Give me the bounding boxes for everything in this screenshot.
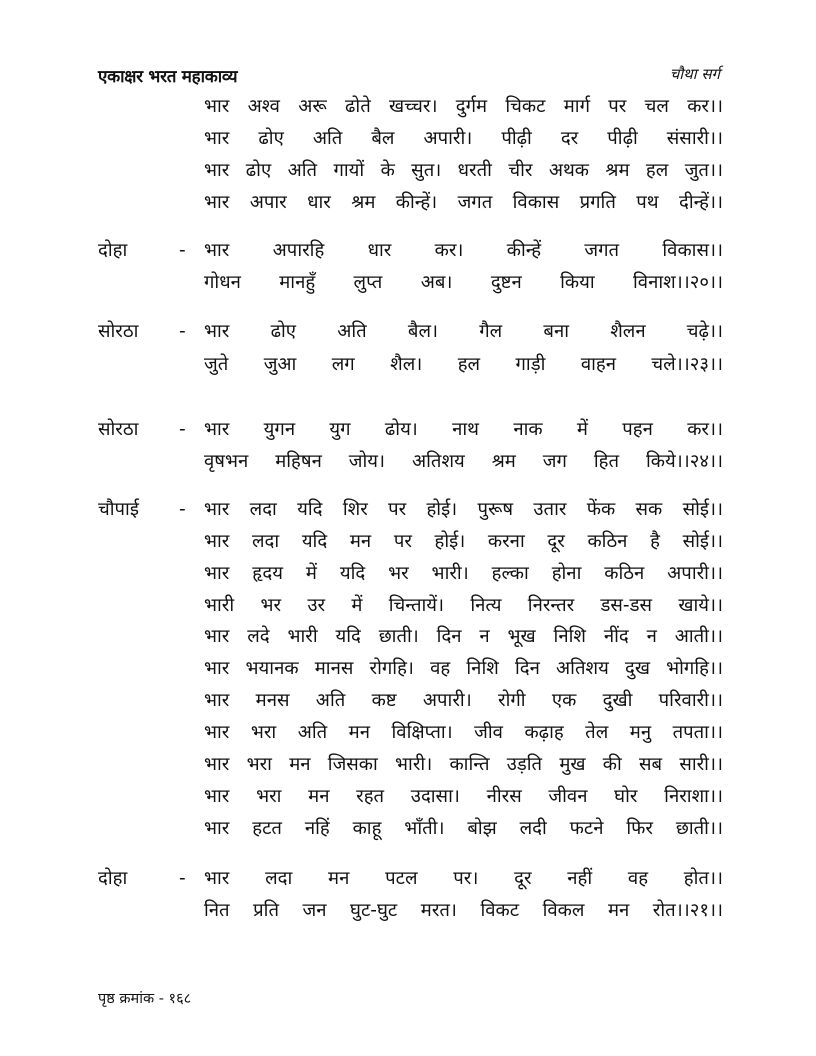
verse-line: भार लदा मन पटल पर। दूर नहीं वह होत।।: [204, 868, 723, 889]
verse-line: भार भयानक मानस रोगहि। वह निशि दिन अतिशय दुख भोगहि।।: [204, 658, 723, 679]
verse-line: भार भरा मन रहत उदासा। नीरस जीवन घोर निराशा।।: [204, 786, 723, 807]
verse-line: भार ढोए अति बैल। गैल बना शैलन चढ़े।।: [204, 321, 723, 342]
stanza-label: दोहा: [98, 868, 128, 889]
verse-line: भार भरा मन जिसका भारी। कान्ति उड़ति मुख की सब सारी।।: [204, 754, 723, 775]
verse-line: भार लदा यदि मन पर होई। करना दूर कठिन है सोई।।: [204, 531, 723, 552]
verse-line: भार हटत नहिं काहू भाँती। बोझ लदी फटने फिर छाती।।: [204, 818, 723, 839]
verse-line: भार भरा अति मन विक्षिप्ता। जीव कढ़ाह तेल मनु तपता।।: [204, 722, 723, 743]
stanza-dash: -: [179, 419, 186, 440]
stanza-dash: -: [179, 240, 186, 261]
stanza-label: सोरठा: [98, 419, 139, 440]
stanza-dash: -: [179, 321, 186, 342]
verse-line: भार हृदय में यदि भर भारी। हल्का होना कठिन अपारी।।: [204, 563, 723, 584]
verse-line: भार अश्व अरू ढोते खच्चर। दुर्गम चिकट मार्ग पर चल कर।।: [204, 96, 723, 117]
verse-line: गोधन मानहुँ लुप्त अब। दुष्टन किया विनाश।।२०।।: [204, 272, 723, 293]
verse-line: भार लदे भारी यदि छाती। दिन न भूख निशि नींद न आती।।: [204, 626, 723, 647]
stanza-dash: -: [179, 499, 186, 520]
stanza-label: दोहा: [98, 240, 128, 261]
chapter-label: चौथा सर्ग: [669, 65, 720, 83]
page-number: पृष्ठ क्रमांक - १६८: [98, 991, 192, 1007]
stanza-dash: -: [179, 868, 186, 889]
verse-line: भार अपारहि धार कर। कीन्हें जगत विकास।।: [204, 240, 723, 261]
verse-line: भार लदा यदि शिर पर होई। पुरूष उतार फेंक सक सोई।।: [204, 499, 723, 520]
stanza-label: सोरठा: [98, 321, 139, 342]
stanza-label: चौपाई: [98, 499, 139, 520]
book-title: एकाक्षर भरत महाकाव्य: [98, 67, 238, 87]
verse-line: वृषभन महिषन जोय। अतिशय श्रम जग हित किये।।२४।।: [204, 451, 723, 472]
verse-line: भार मनस अति कष्ट अपारी। रोगी एक दुखी परिवारी।।: [204, 690, 723, 711]
verse-line: जुते जुआ लग शैल। हल गाड़ी वाहन चले।।२३।।: [204, 354, 723, 375]
verse-line: भार युगन युग ढोय। नाथ नाक में पहन कर।।: [204, 419, 723, 440]
verse-line: नित प्रति जन घुट-घुट मरत। विकट विकल मन रोत।।२१।।: [204, 900, 723, 921]
verse-line: भार अपार धार श्रम कीन्हें। जगत विकास प्रगति पथ दीन्हें।।: [204, 192, 723, 213]
verse-line: भार ढोए अति बैल अपारी। पीढ़ी दर पीढ़ी संसारी।।: [204, 128, 723, 149]
verse-line: भारी भर उर में चिन्तायें। नित्य निरन्तर डस-डस खाये।।: [204, 595, 723, 616]
verse-line: भार ढोए अति गायों के सुत। धरती चीर अथक श्रम हल जुत।।: [204, 160, 723, 181]
